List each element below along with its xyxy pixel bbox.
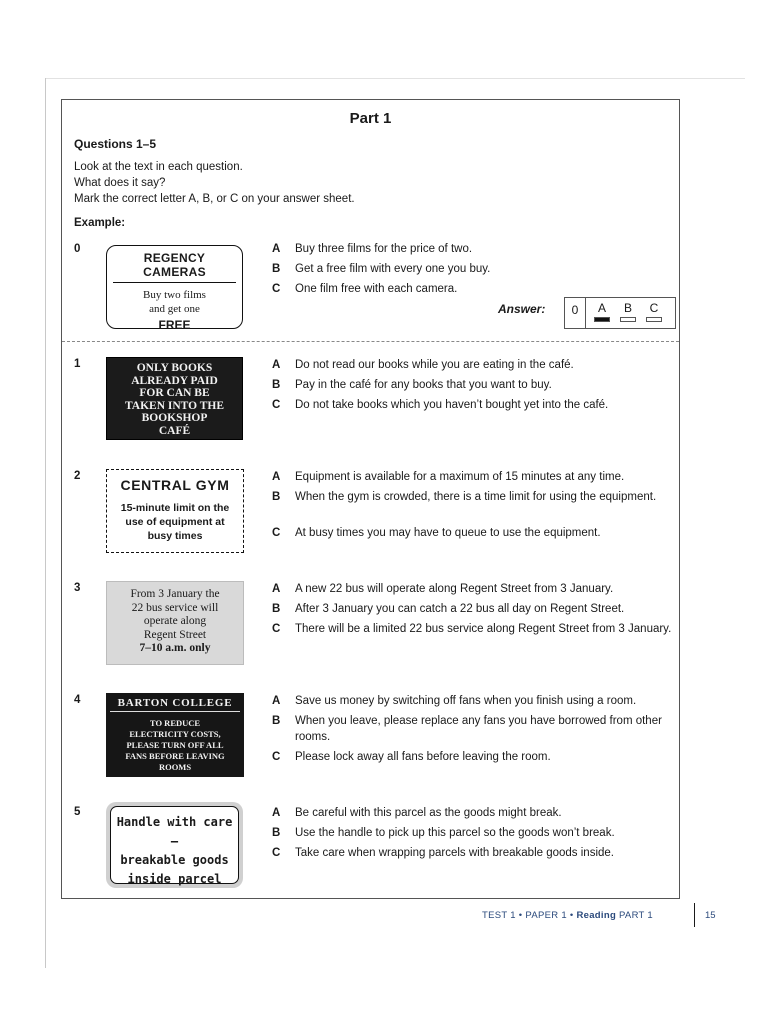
page-top-rule [45, 78, 745, 79]
option-row [272, 693, 672, 709]
answer-option-a [593, 301, 611, 322]
option-row [272, 357, 672, 373]
notice-bus-service [106, 581, 244, 665]
option-text: Get a free film with every one you buy. [295, 263, 491, 275]
option-row [272, 377, 672, 393]
option-text: A new 22 bus will operate along Regent Street from 3 January. [295, 583, 614, 595]
example-label: Example: [74, 217, 126, 229]
notice-line: breakable goods [120, 853, 229, 867]
notice-line: ONLY BOOKS [136, 362, 213, 374]
option-text: Pay in the café for any books that you want to buy. [295, 379, 552, 391]
option-row [272, 621, 672, 637]
question-number: 2 [74, 470, 81, 482]
instruction-line: Look at the text in each question. [74, 161, 243, 173]
option-text: Take care when wrapping parcels with breakable goods inside. [295, 847, 614, 859]
notice-body-line: use of equipment at [125, 516, 225, 528]
option-letter: C [272, 847, 281, 859]
notice-line: From 3 January the [130, 588, 220, 600]
questions-heading: Questions 1–5 [74, 137, 157, 151]
footer-bullet: • [518, 910, 523, 921]
footer-paper: PAPER 1 [525, 910, 567, 921]
answer-letter: B [623, 301, 632, 315]
footer-section: Reading [576, 910, 617, 921]
option-letter: A [272, 243, 281, 255]
notice-body-line: PLEASE TURN OFF ALL [126, 740, 224, 750]
page-footer [482, 910, 653, 921]
option-row [272, 397, 672, 413]
notice-footer: FREE [158, 318, 191, 332]
notice-body-line: and get one [149, 303, 200, 315]
option-row [272, 713, 672, 745]
answer-option-b [619, 301, 637, 322]
notice-line: ALREADY PAID [131, 374, 218, 387]
notice-body-line: 15-minute limit on the [120, 502, 230, 514]
question-number: 1 [74, 358, 81, 370]
option-row [272, 581, 672, 597]
option-letter: B [272, 827, 281, 839]
answer-box [564, 297, 676, 329]
notice-body-line: Buy two films [143, 289, 206, 301]
option-letter: C [272, 623, 281, 635]
option-row [272, 845, 672, 861]
footer-part: PART 1 [619, 910, 654, 921]
option-letter: B [272, 379, 281, 391]
notice-line: BOOKSHOP [141, 412, 208, 424]
option-row [272, 525, 672, 541]
notice-title: REGENCY CAMERAS [113, 251, 236, 283]
option-letter: B [272, 263, 281, 275]
question-number: 5 [74, 806, 81, 818]
option-text: Do not read our books while you are eating in the café. [295, 359, 574, 371]
part-title: Part 1 [349, 110, 392, 127]
notice-line: operate along [143, 615, 207, 627]
footer-test: TEST 1 [482, 910, 516, 921]
answer-letter: C [649, 301, 659, 315]
answer-option-c [645, 301, 663, 322]
instruction-line: What does it say? [74, 177, 166, 189]
notice-line: CAFÉ [158, 424, 191, 437]
option-letter: B [272, 715, 281, 727]
example-separator [62, 341, 679, 342]
answer-mark-filled [594, 317, 610, 322]
notice-body-line: FANS BEFORE LEAVING [125, 751, 225, 761]
option-letter: A [272, 471, 281, 483]
option-row [272, 825, 672, 841]
option-text: Use the handle to pick up this parcel so the goods won’t break. [295, 827, 615, 839]
notice-line: Handle with care – [116, 815, 233, 848]
option-letter: A [272, 695, 281, 707]
option-text: Do not take books which you haven’t bought yet into the café. [295, 399, 609, 411]
option-letter: A [272, 583, 281, 595]
notice-line: 22 bus service will [131, 601, 219, 614]
notice-central-gym [106, 469, 244, 553]
footer-bullet: • [569, 910, 574, 921]
option-letter: B [272, 603, 281, 615]
option-letter: C [272, 399, 281, 411]
option-letter: A [272, 807, 281, 819]
option-text: At busy times you may have to queue to use the equipment. [295, 527, 601, 539]
page-gutter-rule [45, 78, 46, 968]
option-letter: B [272, 491, 281, 503]
option-letter: A [272, 359, 281, 371]
option-text: Equipment is available for a maximum of 15 minutes at any time. [295, 471, 625, 483]
option-row [272, 261, 672, 277]
option-text: Save us money by switching off fans when you finish using a room. [295, 695, 637, 707]
notice-line: 7–10 a.m. only [139, 642, 211, 654]
notice-body-line: ELECTRICITY COSTS, [129, 729, 221, 739]
notice-body-line: busy times [147, 530, 203, 542]
notice-title: BARTON COLLEGE [110, 697, 240, 712]
exam-frame [61, 99, 680, 899]
notice-title: CENTRAL GYM [120, 477, 230, 493]
option-text: After 3 January you can catch a 22 bus all day on Regent Street. [295, 603, 625, 615]
notice-bookshop-cafe [106, 357, 243, 440]
option-row [272, 489, 672, 505]
option-text: Buy three films for the price of two. [295, 243, 473, 255]
notice-regency-cameras [106, 245, 243, 332]
option-row [272, 805, 672, 821]
option-letter: C [272, 527, 281, 539]
notice-barton-college [106, 693, 244, 777]
option-letter: C [272, 283, 281, 295]
answer-mark-empty [646, 317, 662, 322]
notice-body-line: ROOMS [158, 762, 192, 772]
option-text: One film free with each camera. [295, 283, 458, 295]
option-row [272, 601, 672, 617]
option-text: Be careful with this parcel as the goods might break. [295, 807, 562, 819]
option-text: Please lock away all fans before leaving the room. [295, 751, 551, 763]
option-row [272, 281, 672, 297]
answer-label: Answer: [498, 302, 546, 316]
option-row [272, 749, 672, 765]
notice-parcel [106, 802, 243, 888]
notice-line: Regent Street [143, 628, 207, 641]
question-number: 0 [74, 243, 81, 255]
option-letter: C [272, 751, 281, 763]
notice-parcel-label [110, 806, 239, 884]
option-row [272, 241, 672, 257]
page-number: 15 [705, 910, 716, 921]
answer-letter: A [597, 301, 606, 315]
instruction-line: Mark the correct letter A, B, or C on your answer sheet. [74, 193, 355, 205]
option-text: When you leave, please replace any fans you have borrowed from other rooms. [295, 715, 662, 743]
question-number: 4 [74, 694, 81, 706]
notice-body-line: TO REDUCE [149, 718, 201, 728]
answer-mark-empty [620, 317, 636, 322]
footer-divider [694, 903, 695, 927]
option-text: There will be a limited 22 bus service along Regent Street from 3 January. [295, 623, 672, 635]
option-text: When the gym is crowded, there is a time limit for using the equipment. [295, 491, 657, 503]
notice-line: TAKEN INTO THE [124, 399, 225, 412]
notice-line: FOR CAN BE [139, 387, 210, 399]
option-row [272, 469, 672, 485]
question-number: 3 [74, 582, 81, 594]
notice-line: inside parcel [127, 872, 222, 886]
answer-box-number: 0 [565, 298, 586, 328]
